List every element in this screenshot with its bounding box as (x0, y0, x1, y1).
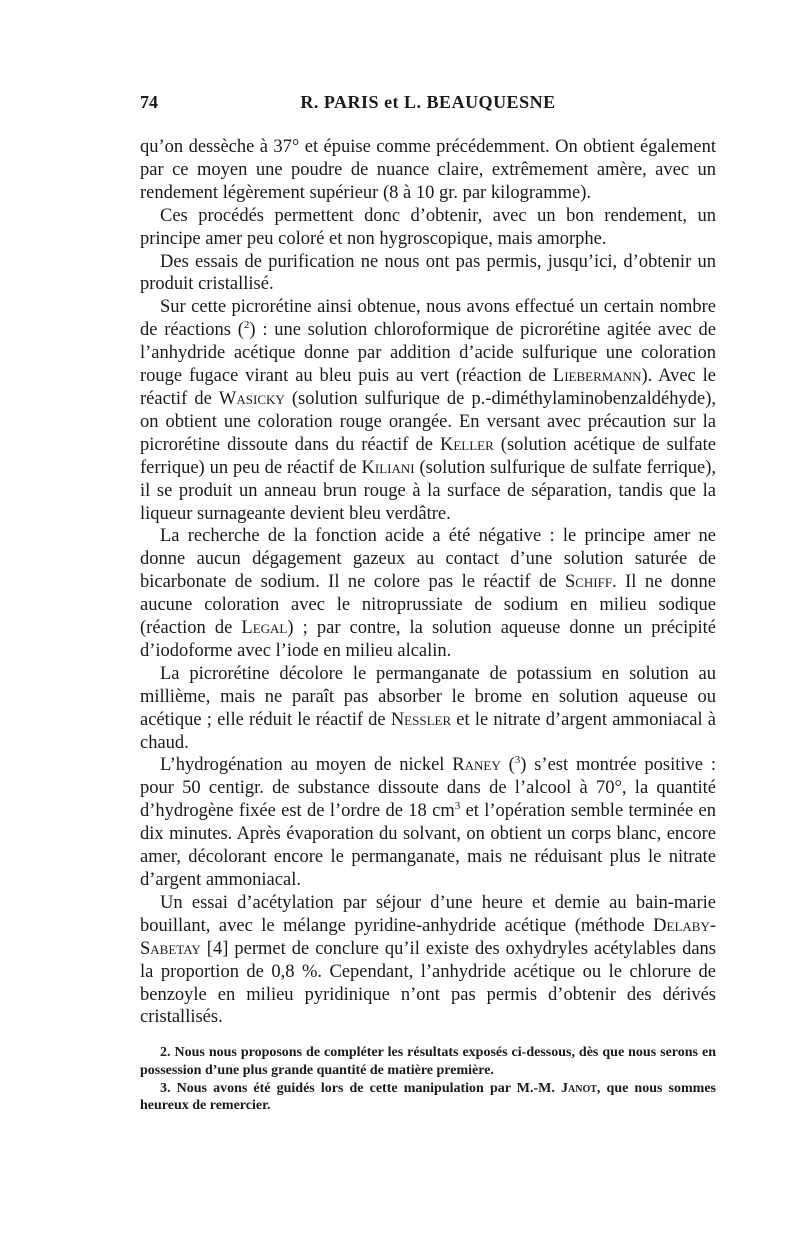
author-name: Legal (241, 618, 288, 639)
text-run: et le nitrate d’argent ammoniacal à chaud. (140, 709, 716, 753)
paragraph-8 (140, 892, 716, 1029)
author-name: Raney (452, 755, 501, 776)
text-run: 3. Nous avons été guidés lors de cette manipulation par M.-M. (160, 1080, 562, 1096)
paragraph-4 (140, 296, 716, 525)
text-run: L’hydrogénation au moyen de nickel (160, 755, 453, 776)
text-run: . Il ne donne aucune coloration avec le nitroprussiate de sodium en milieu sodique (réaction de (140, 572, 716, 639)
text-run: ) s’est montrée positive : pour 50 centigr. de substance dissoute dans de l’alcool à 70°, la quantité d’hydrogène fixée est de l’ordre de 18 cm (140, 755, 716, 822)
text-run: (solution sulfurique de sulfate ferrique), il se produit un anneau brun rouge à la surface de séparation, tandis que la liqueur surnageante devient bleu verdâtre. (140, 457, 716, 524)
text-run: ) : une solution chloroformique de picrorétine agitée avec de l’anhydride acétique donne par addition d’acide sulfurique une coloration rouge fugace virant au bleu puis au vert (réaction de (140, 320, 716, 387)
text-run: Un essai d’acétylation par séjour d’une heure et demie au bain-marie bouillant, avec le mélange pyridine-anhydride acétique (méthode (140, 892, 716, 936)
paragraph-3: Des essais de purification ne nous ont pas permis, jusqu’ici, d’obtenir un produit cristallisé. (140, 251, 716, 295)
paragraph-1: qu’on dessèche à 37° et épuise comme précédemment. On obtient également par ce moyen une poudre de nuance claire, extrêmement amère, avec un rendement légèrement supérieur (8 à 10 gr. par kilogramme). (140, 137, 716, 203)
text-run: Sur cette picrorétine ainsi obtenue, nous avons effectué un certain nombre de réactions ( (140, 297, 716, 341)
text-run: ) ; par contre, la solution aqueuse donne un précipité d’iodoforme avec l’iode en milieu alcalin. (140, 618, 717, 661)
author-name: Nessler (390, 709, 452, 730)
author-name: Delaby-Sabetay (140, 915, 716, 959)
text-run: La recherche de la fonction acide a été négative : le principe amer ne donne aucun dégagement gazeux au contact d’une solution saturée de bicarbonate de sodium. Il ne colore pas le réactif de (140, 526, 716, 593)
text-run: ( (500, 755, 515, 776)
text-run: [4] permet de conclure qu’il existe des oxhydryles acétylables dans la proportion de 0,8 %. Cependant, l’anhydride acétique ou le chlorure de benzoyle en milieu pyridinique n’ont pas permis d’obtenir des dérivés cristallisés. (140, 938, 716, 1028)
body-text (140, 136, 716, 1029)
paragraph-5 (140, 525, 716, 662)
exponent: 3 (454, 800, 461, 813)
text-run: ). Avec le réactif de (140, 366, 716, 409)
running-header (140, 92, 716, 118)
paragraph-7 (140, 754, 716, 891)
running-head-authors: R. PARIS et L. BEAUQUESNE (300, 92, 556, 112)
text-run: et l’opération semble terminée en dix minutes. Après évaporation du solvant, on obtient un corps blanc, encore amer, décolorant encore le permanganate, mais ne réduisant plus le nitrate d’argent ammoniacal. (140, 801, 717, 890)
footnotes (140, 1044, 716, 1115)
text-run: , que nous sommes heureux de remercier. (140, 1080, 716, 1114)
author-name: Keller (439, 434, 494, 455)
footnote-ref-3: 3 (514, 754, 521, 767)
footnote-ref-2: 2 (243, 319, 250, 332)
author-name: Schiff (564, 572, 613, 593)
text-run: (solution sulfurique de p.-diméthylaminobenzaldéhyde), on obtient une coloration rouge orangée. En versant avec précaution sur la picrorétine dissoute dans du réactif de (140, 388, 716, 455)
text-run: La picrorétine décolore le permanganate de potassium en solution au millième, mais ne paraît pas absorber le brome en solution aqueuse ou acétique ; elle réduit le réactif de (140, 663, 716, 730)
author-name: Kiliani (361, 457, 415, 478)
paragraph-6 (140, 663, 716, 755)
footnote-2: 2. Nous nous proposons de compléter les résultats exposés ci-dessous, dès que nous serons en possession d’une plus grande quantité de matière première. (140, 1045, 716, 1078)
author-name: Wasicky (218, 388, 285, 409)
author-name: Janot (561, 1080, 597, 1096)
page-number: 74 (140, 92, 158, 112)
paragraph-2: Ces procédés permettent donc d’obtenir, avec un bon rendement, un principe amer peu coloré et non hygroscopique, mais amorphe. (140, 205, 716, 249)
author-name: Liebermann (552, 366, 642, 387)
text-run: (solution acétique de sulfate ferrique) un peu de réactif de (140, 434, 716, 478)
footnote-3 (140, 1080, 716, 1116)
